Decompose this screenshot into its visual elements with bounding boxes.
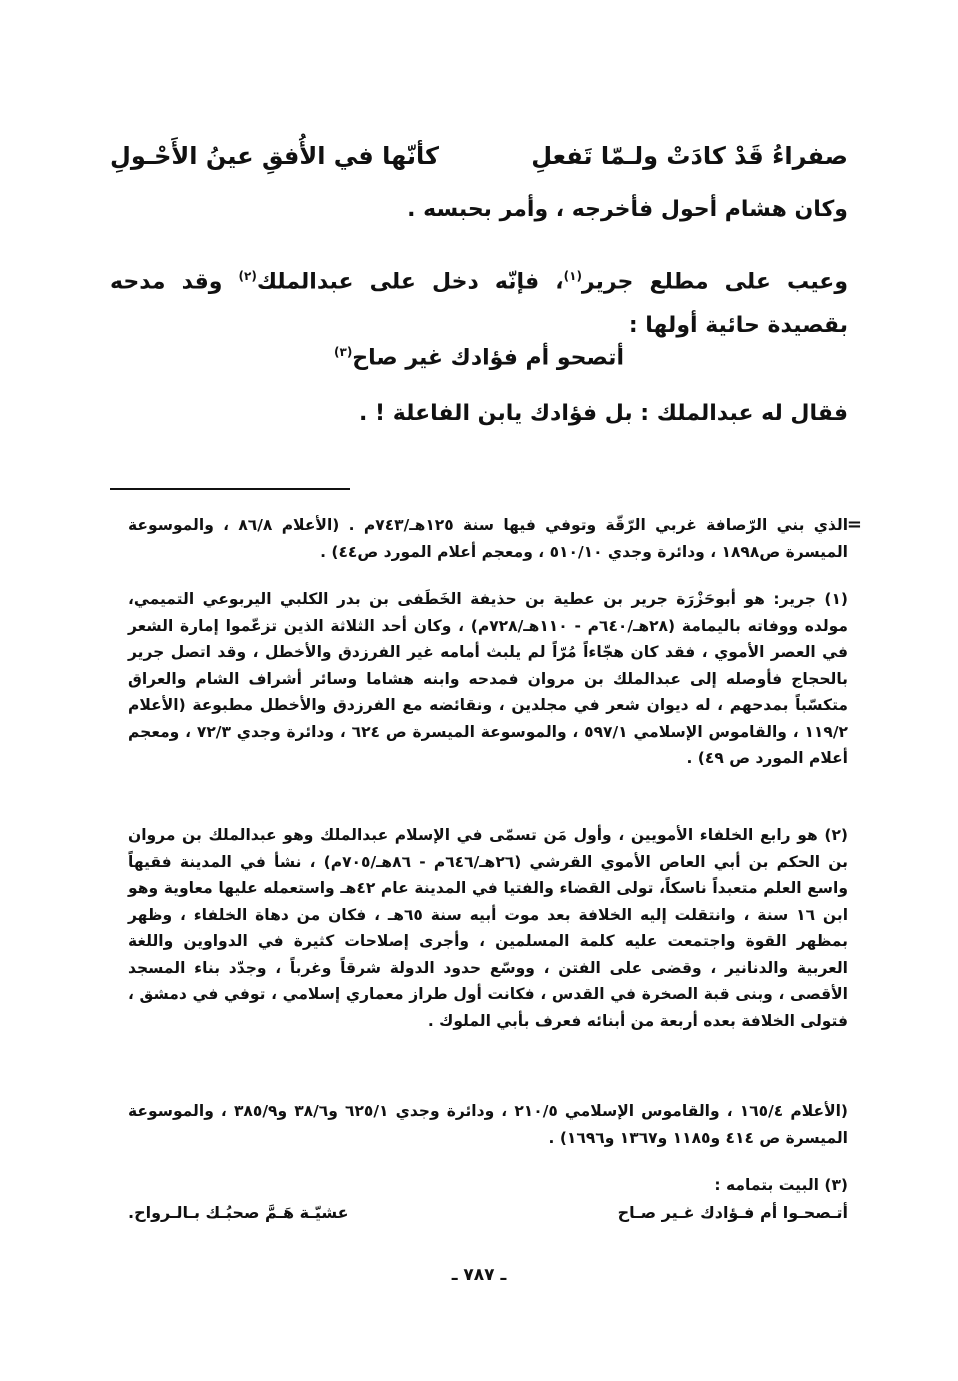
footnote-3-hemistich-first: أتـصحـوا أم فـؤادك غـير صـاح [617,1203,848,1222]
para-text-1: وعيب على مطلع جرير [581,269,849,295]
footnote-ref-2: (٢) [238,269,257,283]
footnote-ref-1: (١) [563,269,582,283]
jarir-paragraph [110,254,848,348]
hisham-line: وكان هشام أحول فأخرجه ، وأمر بحبسه . [407,197,848,222]
verse-hemistich-second: كأنّها في الأُفقِ عينُ الأَحْـولِ [110,142,439,170]
page-number: ـ ٧٨٧ ـ [451,1265,507,1285]
footnote-1: (١) جرير: هو أبوحَزْرَة جرير بن عطية بن حذيفة الخَطَفى بن بدر الكلبي اليربوعي التميمي، مولده ووفاته باليمامة (٢٨هـ/٦٤٠م - ١١٠هـ/٧٢٨م) ، وكان أحد الثلاثة الذين تزعّموا إمارة الشعر في العصر الأموي ، فقد كان هجّاءاً مُرّاً لم يلبث أمامه غير الفرزدق والأخطل ، وقد اتصل جرير بالحجاج فأوصله إلى عبدالملك بن مروان فمدحه وابنه هشاما وسائر أشراف الشام والعراق متكسّباً بمدحهم ، له ديوان شعر في مجلدين ، ونقائضه مع الفرزدق والأخطل مطبوعة (الأعلام ١١٩/٢ ، والقاموس الإسلامي ٥٩٧/١ ، والموسوعة الميسرة ص ٦٢٤ ، ودائرة وجدي ٧٢/٣ ، ومعجم أعلام المورد ص ٤٩) . [128,590,848,767]
continuation-mark: = [846,514,862,535]
para-text-3: وقد مدحه بقصيدة حائية أولها : [110,269,848,339]
footnote-continuation: الذي بني الرّصافة غربي الرّقّة وتوفي فيها سنة ١٢٥هـ/٧٤٣م . (الأعلام ٨٦/٨ ، والموسوعة الميسرة ص١٨٩٨ ، ودائرة وجدي ٥١٠/١٠ ، ومعجم أعلام المورد ص٤٤) . [128,516,849,561]
footnote-3-verse [128,1203,848,1222]
reply-line: فقال له عبدالملك : بل فؤادك يابن الفاعلة ! . [359,401,848,426]
footnote-2: (٢) هو رابع الخلفاء الأمويين ، وأول مَن تسمّى في الإسلام عبدالملك وهو عبدالملك بن مروان بن الحكم بن أبي العاص الأموي القرشي (٢٦هـ/٦٤٦م - ٨٦هـ/٧٠٥م) ، نشأ في المدينة فقيهاً واسع العلم متعبداً ناسكاً، تولى القضاء والفتيا في المدينة عام ٤٢هـ واستعمله عليها معاوية وهو ابن ١٦ سنة ، وانتقلت إليه الخلافة بعد موت أبيه سنة ٦٥هـ ، فكان من دهاة الخلفاء ، وظهر بمظهر القوة واجتمعت عليه كلمة المسلمين ، وأجرى إصلاحات كثيرة في الدواوين واللغة العربية والدنانير ، وقضى على الفتن ، ووسّع حدود الدولة شرقاً وغرباً ، وجدّد بناء المسجد الأقصى ، وبنى قبة الصخرة في القدس ، فكانت أول طراز معماري إسلامي ، توفي في دمشق ، فتولى الخلافة بعده أربعة من أبنائه فعرف بأبي الملوك . [128,826,849,1030]
para-text-2: ، فإنّه دخل على عبدالملك [256,269,564,295]
footnote-ref-3: (٣) [334,345,353,359]
quoted-verse-text: أتصحو أم فؤادك غير صاح [352,345,624,371]
footnote-3-hemistich-second: عشيّـة هَـمَّ صحبُـك بـالـرواح. [128,1203,349,1222]
footnote-3-label: (٣) البيت بتمامه : [714,1176,848,1194]
quoted-verse [0,336,958,374]
poem-verse [110,142,848,170]
footnote-separator [110,488,350,490]
verse-hemistich-first: صفراءُ قَدْ كادَتْ ولـمّا تَفعلِ [531,142,848,170]
footnote-2-sources: (الأعلام ١٦٥/٤ ، والقاموس الإسلامي ٢١٠/٥ ، ودائرة وجدي ٦٢٥/١ و٣٨/٦ و٣٨٥/٩ ، والموسوعة الميسرة ص ٤١٤ و١١٨٥ و١٣٦٧ و١٦٩٦) . [128,1102,849,1147]
